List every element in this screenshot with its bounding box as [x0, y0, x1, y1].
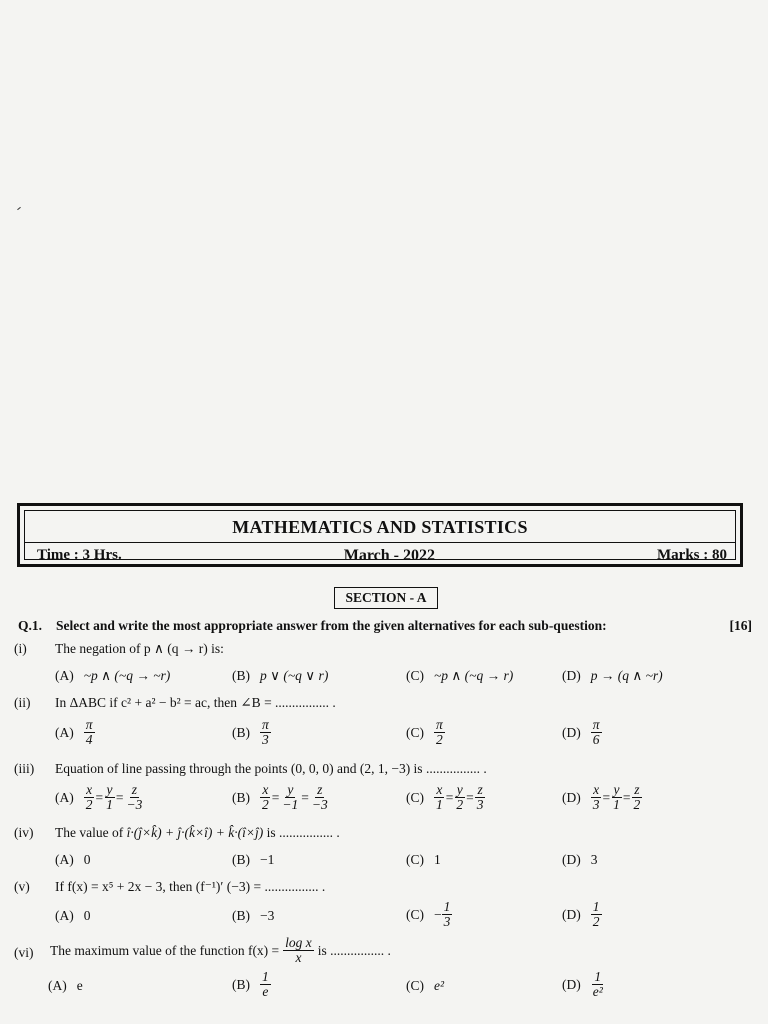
exam-marks: Marks : 80 — [657, 547, 727, 563]
option-a: (A) ~p ∧ (~q → ~r) — [55, 668, 171, 683]
subquestion-number: (iii) — [14, 761, 35, 776]
option-c: (C) $\frac{x}{1}$ = $\frac{y}{2}$ = $\frac{z}{3}$ — [406, 782, 484, 813]
option-c: (C) − $\frac{1}{3}$ — [406, 899, 451, 930]
option-c: (C) $\frac{\pi}{2}$ — [406, 717, 443, 748]
option-a: (A) 0 — [55, 908, 91, 923]
subquestion-number: (ii) — [14, 695, 31, 710]
option-a: (A) 0 — [55, 852, 91, 867]
option-a: (A) e — [48, 978, 83, 993]
option-d: (D) $\frac{\pi}{6}$ — [562, 717, 600, 748]
option-b: (B) $\frac{1}{e}$ — [232, 969, 269, 1000]
option-b: (B) $\frac{x}{2}$ = $\frac{y}{-1}$ = $\frac{z}{-3}$ — [232, 782, 328, 813]
option-a: (A) $\frac{\pi}{4}$ — [55, 717, 93, 748]
option-b: (B) −1 — [232, 852, 275, 867]
paper-header-inner — [24, 510, 736, 564]
stray-pen-mark — [17, 207, 21, 210]
section-label: SECTION - A — [334, 587, 438, 609]
subquestion-number: (iv) — [14, 825, 34, 840]
question-marks: [16] — [729, 618, 752, 633]
option-c: (C) 1 — [406, 852, 441, 867]
subquestion-number: (i) — [14, 641, 27, 656]
option-d: (D) $\frac{1}{2}$ — [562, 899, 600, 930]
subquestion-stem: In ΔABC if c² + a² − b² = ac, then ∠B = ................ . — [55, 695, 336, 710]
option-a: (A) $\frac{x}{2}$ = $\frac{y}{1}$ = $\frac{z}{-3}$ — [55, 782, 143, 813]
exam-date: March - 2022 — [343, 547, 435, 564]
subquestion-stem: The value of î·(ĵ×k̂) + ĵ·(k̂×î) + k̂·(î×ĵ) is ................ . — [55, 825, 340, 840]
subquestion-stem: Equation of line passing through the points (0, 0, 0) and (2, 1, −3) is ................ . — [55, 761, 487, 776]
paper-header — [17, 503, 743, 567]
option-b: (B) $\frac{\pi}{3}$ — [232, 717, 269, 748]
subquestion-number: (vi) — [14, 945, 34, 960]
question-instructions: Select and write the most appropriate answer from the given alternatives for each sub-question: — [56, 618, 607, 633]
option-d: (D) $\frac{x}{3}$ = $\frac{y}{1}$ = $\frac{z}{2}$ — [562, 782, 641, 813]
subquestion-number: (v) — [14, 879, 30, 894]
question-number: Q.1. — [18, 618, 43, 633]
option-d: (D) $\frac{1}{\text{e²}}$ — [562, 969, 603, 1000]
subquestion-stem: The maximum value of the function f(x) = $\frac{\text{log x}}{x}$ is ................ . — [50, 935, 391, 966]
option-d: (D) p → (q ∧ ~r) — [562, 668, 663, 683]
header-info-row — [37, 547, 727, 565]
option-c: (C) e² — [406, 978, 445, 993]
subquestion-stem: If f(x) = x⁵ + 2x − 3, then (f⁻¹)′ (−3) = ................ . — [55, 879, 326, 894]
paper-title: MATHEMATICS AND STATISTICS — [232, 517, 528, 537]
option-c: (C) ~p ∧ (~q → r) — [406, 668, 514, 683]
option-b: (B) −3 — [232, 908, 275, 923]
option-d: (D) 3 — [562, 852, 598, 867]
exam-time: Time : 3 Hrs. — [37, 547, 122, 563]
subquestion-stem: The negation of p ∧ (q → r) is: — [55, 641, 224, 656]
option-b: (B) p ∨ (~q ∨ r) — [232, 668, 329, 683]
header-divider — [25, 542, 735, 543]
